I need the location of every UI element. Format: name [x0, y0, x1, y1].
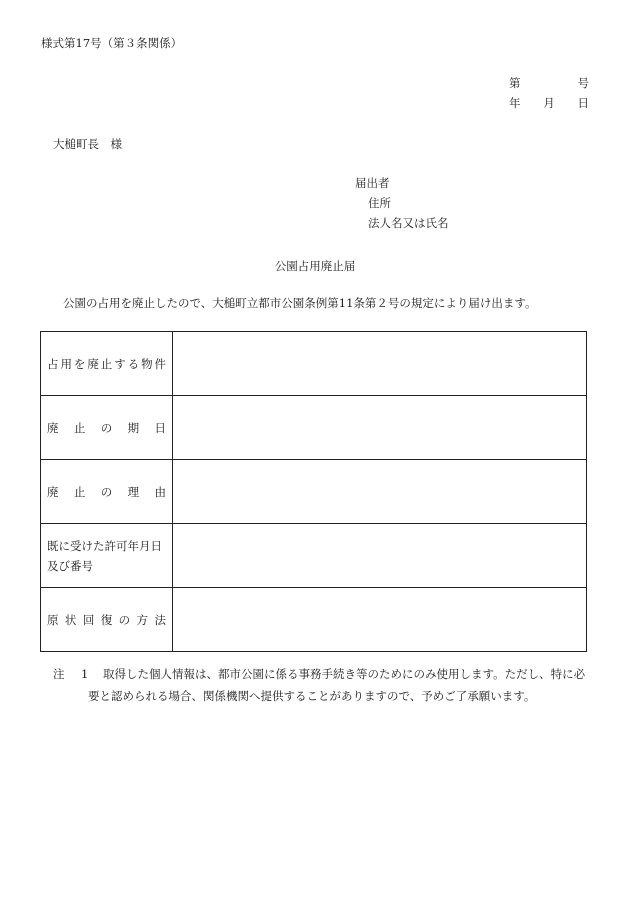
notifier-address-label: 住所 [368, 196, 391, 210]
label-char: 件 [154, 356, 166, 371]
label-char: 復 [100, 612, 113, 627]
abolition-date-field[interactable] [173, 396, 587, 460]
label-char: の [118, 612, 131, 627]
document-number-line [509, 78, 589, 90]
row-label [41, 588, 173, 652]
date-year: 年 [509, 96, 521, 110]
label-char: 止 [73, 420, 86, 435]
label-char: 由 [154, 484, 166, 499]
table-row-reason [41, 460, 587, 524]
label-char: 廃 [87, 356, 99, 371]
note-mark: 注 [53, 667, 65, 681]
date-day: 日 [577, 96, 589, 110]
label-char: 止 [100, 356, 113, 371]
permit-date-number-field[interactable] [173, 524, 587, 588]
notifier-label: 届出者 [355, 176, 390, 190]
label-char: 止 [73, 484, 86, 499]
date-line [509, 98, 589, 110]
row-label [41, 396, 173, 460]
label-char: す [114, 356, 126, 371]
label-char: 廃 [47, 420, 59, 435]
form-number: 様式第17号（第３条関係） [41, 36, 183, 50]
note-line-2: 要と認められる場合、関係機関へ提供することがありますので、予めご了承願います。 [88, 689, 536, 703]
property-field[interactable] [173, 332, 587, 396]
label-char: を [73, 356, 86, 371]
date-month: 月 [543, 96, 555, 110]
label-char: 回 [82, 612, 95, 627]
notifier-name-label: 法人名又は氏名 [368, 216, 449, 230]
body-text: 公園の占用を廃止したので、大槌町立都市公園条例第11条第２号の規定により届け出ます。 [63, 296, 537, 310]
label-char: 日 [154, 420, 166, 435]
label-char: る [127, 356, 140, 371]
number-prefix: 第 [509, 76, 521, 90]
label-line: 既に受けた許可年月日 [47, 538, 162, 553]
note-number: 1 [81, 667, 89, 681]
label-char: 法 [154, 612, 166, 627]
row-label [41, 332, 173, 396]
table-row-date [41, 396, 587, 460]
table-row-permit [41, 524, 587, 588]
label-char: の [100, 420, 113, 435]
document-title: 公園占用廃止届 [274, 259, 356, 273]
label-char: 廃 [47, 484, 59, 499]
label-line: 及び番号 [47, 558, 93, 573]
restoration-method-field[interactable] [173, 588, 587, 652]
table-row-restoration [41, 588, 587, 652]
label-char: 期 [127, 420, 140, 435]
form-table [40, 331, 587, 652]
number-suffix: 号 [577, 76, 589, 90]
row-label [41, 524, 173, 588]
table-row-property [41, 332, 587, 396]
label-char: の [100, 484, 113, 499]
abolition-reason-field[interactable] [173, 460, 587, 524]
row-label [41, 460, 173, 524]
label-char: 用 [60, 356, 72, 371]
label-char: 占 [47, 356, 59, 371]
addressee: 大槌町長 様 [53, 137, 122, 151]
footnote [53, 663, 593, 707]
note-line-1: 取得した個人情報は、都市公園に係る事務手続き等のためにのみ使用します。ただし、特に必 [103, 667, 586, 681]
label-char: 方 [136, 612, 149, 627]
label-char: 物 [141, 356, 153, 371]
label-char: 状 [64, 612, 77, 627]
label-char: 理 [127, 484, 140, 499]
label-char: 原 [47, 612, 59, 627]
